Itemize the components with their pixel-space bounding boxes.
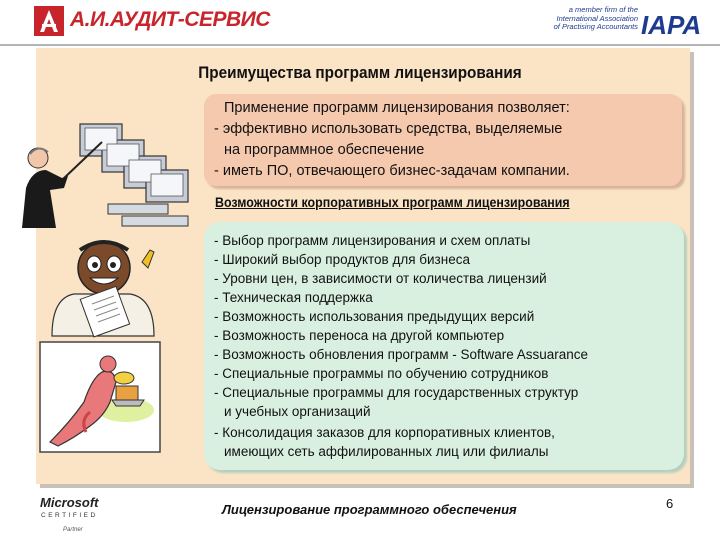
company-logo-icon (34, 6, 64, 36)
features-box (204, 222, 684, 470)
feature-item: имеющих сеть аффилированных лиц или филиалы (224, 444, 549, 459)
feature-item: - Возможность использования предыдущих версий (214, 309, 535, 324)
presenter-illustration (12, 118, 197, 236)
feature-item: - Специальные программы для государственных структур (214, 385, 579, 400)
microsoft-partner-text: Partner (63, 527, 83, 533)
feature-item: и учебных организаций (224, 404, 371, 419)
member-firm-text: a member firm of the International Association of Practising Accountants (553, 5, 638, 31)
company-name: А.И.АУДИТ-СЕРВИС (70, 8, 270, 31)
feature-item: - Консолидация заказов для корпоративных клиентов, (214, 425, 555, 440)
reader-illustration (44, 238, 164, 336)
svg-text:IAPA: IAPA (641, 10, 702, 40)
feature-item: - Уровни цен, в зависимости от количества лицензий (214, 271, 547, 286)
feature-item: - Возможность переноса на другой компьютер (214, 328, 505, 343)
feature-item: - Техническая поддержка (214, 290, 373, 305)
slide-title: Преимущества программ лицензирования (198, 63, 522, 82)
feature-item: - Специальные программы по обучению сотрудников (214, 366, 549, 381)
feature-item: - Выбор программ лицензирования и схем оплаты (214, 233, 531, 248)
header-divider (0, 44, 720, 46)
iapa-logo-icon (641, 8, 702, 40)
laptop-user-illustration (40, 342, 160, 452)
feature-item: - Возможность обновления программ - Software Assuarance (214, 347, 589, 362)
intro-line: - эффективно использовать средства, выделяемые (214, 121, 563, 137)
intro-line: Применение программ лицензирования позволяет: (224, 100, 570, 116)
feature-item: - Широкий выбор продуктов для бизнеса (214, 252, 470, 267)
intro-line: на программное обеспечение (224, 142, 425, 158)
microsoft-certified-text: CERTIFIED (41, 512, 98, 519)
features-subtitle: Возможности корпоративных программ лицензирования (215, 195, 570, 210)
intro-box (204, 94, 682, 186)
page-number: 6 (666, 496, 674, 511)
intro-line: - иметь ПО, отвечающего бизнес-задачам компании. (214, 163, 570, 179)
microsoft-logo: Microsoft (40, 495, 99, 510)
footer-caption: Лицензирование программного обеспечения (222, 502, 517, 517)
